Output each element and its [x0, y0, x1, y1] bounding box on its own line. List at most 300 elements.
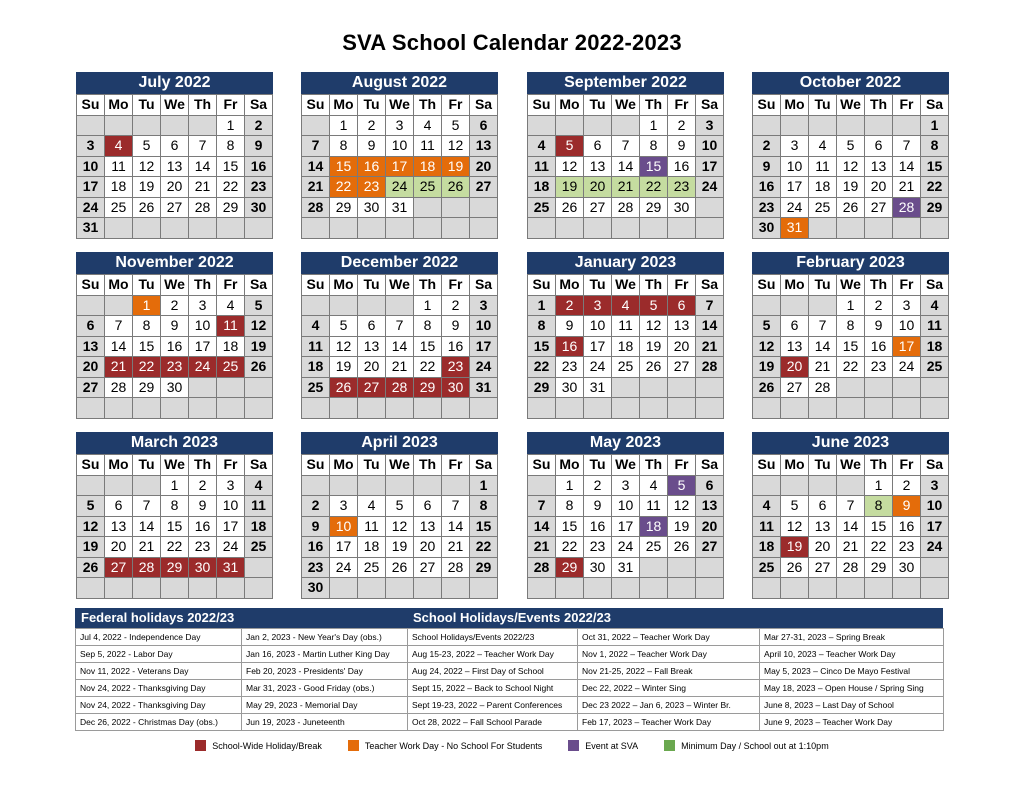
empty-day: [414, 578, 442, 599]
calendar-day: 18: [302, 357, 330, 378]
empty-day: [781, 398, 809, 419]
calendar-day: 6: [77, 316, 105, 337]
weekday-header: Mo: [330, 95, 358, 116]
calendar-day: 12: [442, 136, 470, 157]
calendar-day: 4: [217, 295, 245, 316]
empty-day: [330, 218, 358, 239]
calendar-day: 12: [668, 496, 696, 517]
calendar-day: 21: [302, 177, 330, 198]
empty-day: [528, 475, 556, 496]
calendar-day: 28: [302, 197, 330, 218]
calendar-day: 7: [612, 136, 640, 157]
month-calendar: [76, 72, 273, 239]
legend-swatch: [348, 740, 359, 751]
calendar-day: 10: [921, 496, 949, 517]
calendar-day: 1: [330, 115, 358, 136]
calendar-day: 22: [414, 357, 442, 378]
event-cell: Nov 11, 2022 - Veterans Day: [76, 663, 242, 680]
calendar-day: 28: [442, 557, 470, 578]
calendar-day: 3: [612, 475, 640, 496]
calendar-day: 29: [133, 377, 161, 398]
empty-day: [696, 218, 724, 239]
empty-day: [302, 115, 330, 136]
calendar-day: 15: [528, 336, 556, 357]
weekday-header: Mo: [781, 95, 809, 116]
calendar-day: 13: [414, 516, 442, 537]
calendar-day: 29: [640, 197, 668, 218]
empty-day: [753, 398, 781, 419]
empty-day: [161, 578, 189, 599]
calendar-day: 1: [865, 475, 893, 496]
calendar-day: 8: [161, 496, 189, 517]
weekday-header: Tu: [809, 275, 837, 296]
calendar-day: 7: [386, 316, 414, 337]
calendar-day: 1: [133, 295, 161, 316]
empty-day: [386, 295, 414, 316]
weekday-header: Tu: [584, 275, 612, 296]
calendar-day: 20: [668, 336, 696, 357]
weekday-header: Tu: [133, 275, 161, 296]
calendar-day: 26: [330, 377, 358, 398]
calendar-day: 7: [133, 496, 161, 517]
empty-day: [809, 295, 837, 316]
calendar-day: 28: [837, 557, 865, 578]
weekday-header: We: [161, 455, 189, 476]
events-row: [76, 680, 944, 697]
legend-item: [568, 740, 638, 751]
calendar-day: 6: [105, 496, 133, 517]
weekday-header: Tu: [584, 455, 612, 476]
calendar-day: 7: [302, 136, 330, 157]
calendar-day: 20: [414, 537, 442, 558]
empty-day: [668, 557, 696, 578]
weekday-header: Th: [865, 275, 893, 296]
weekday-header: Su: [528, 95, 556, 116]
calendar-day: 8: [640, 136, 668, 157]
calendar-day: 2: [865, 295, 893, 316]
empty-day: [753, 295, 781, 316]
calendar-day: 7: [837, 496, 865, 517]
calendar-day: 18: [753, 537, 781, 558]
empty-day: [386, 475, 414, 496]
empty-day: [161, 398, 189, 419]
calendar-day: 17: [696, 156, 724, 177]
calendar-day: 27: [809, 557, 837, 578]
calendar-day: 21: [386, 357, 414, 378]
empty-day: [584, 218, 612, 239]
calendar-day: 19: [668, 516, 696, 537]
calendar-day: 11: [753, 516, 781, 537]
calendar-day: 16: [584, 516, 612, 537]
calendar-day: 1: [528, 295, 556, 316]
calendar-day: 28: [612, 197, 640, 218]
calendar-day: 23: [893, 537, 921, 558]
calendar-day: 26: [556, 197, 584, 218]
weekday-header: Th: [189, 455, 217, 476]
calendar-day: 13: [668, 316, 696, 337]
calendar-day: 26: [133, 197, 161, 218]
calendar-day: 24: [470, 357, 498, 378]
calendar-day: 28: [696, 357, 724, 378]
calendar-day: 31: [470, 377, 498, 398]
empty-day: [584, 398, 612, 419]
calendar-day: 20: [358, 357, 386, 378]
calendar-day: 9: [753, 156, 781, 177]
empty-day: [302, 218, 330, 239]
calendar-day: 7: [893, 136, 921, 157]
events-table: [75, 628, 944, 731]
calendar-day: 16: [189, 516, 217, 537]
calendar-day: 3: [470, 295, 498, 316]
calendar-day: 24: [921, 537, 949, 558]
empty-day: [921, 557, 949, 578]
event-cell: Nov 24, 2022 - Thanksgiving Day: [76, 680, 242, 697]
weekday-header: We: [612, 95, 640, 116]
calendar-day: 19: [133, 177, 161, 198]
empty-day: [865, 377, 893, 398]
calendar-day: 4: [358, 496, 386, 517]
empty-day: [133, 398, 161, 419]
calendar-day: 7: [528, 496, 556, 517]
empty-day: [556, 218, 584, 239]
empty-day: [414, 197, 442, 218]
month-title: April 2023: [301, 432, 498, 454]
empty-day: [696, 377, 724, 398]
empty-day: [330, 398, 358, 419]
calendar-day: 29: [528, 377, 556, 398]
calendar-day: 24: [77, 197, 105, 218]
calendar-day: 24: [330, 557, 358, 578]
weekday-header: Tu: [809, 95, 837, 116]
calendar-day: 8: [837, 316, 865, 337]
calendar-day: 10: [470, 316, 498, 337]
calendar-day: 6: [414, 496, 442, 517]
calendar-day: 12: [386, 516, 414, 537]
empty-day: [837, 398, 865, 419]
event-cell: Nov 21-25, 2022 – Fall Break: [578, 663, 760, 680]
weekday-header: Sa: [921, 275, 949, 296]
empty-day: [245, 218, 273, 239]
calendar-day: 10: [77, 156, 105, 177]
calendar-day: 15: [414, 336, 442, 357]
calendar-day: 21: [809, 357, 837, 378]
calendar-day: 18: [640, 516, 668, 537]
calendar-day: 15: [330, 156, 358, 177]
calendar-day: 13: [77, 336, 105, 357]
month-title: July 2022: [76, 72, 273, 94]
legend-item: [348, 740, 542, 751]
weekday-header: Su: [302, 455, 330, 476]
empty-day: [105, 115, 133, 136]
calendar-day: 16: [161, 336, 189, 357]
calendar-day: 2: [442, 295, 470, 316]
empty-day: [753, 578, 781, 599]
weekday-header: We: [612, 275, 640, 296]
calendar-day: 15: [640, 156, 668, 177]
calendar-day: 26: [837, 197, 865, 218]
calendar-day: 22: [640, 177, 668, 198]
empty-day: [809, 475, 837, 496]
empty-day: [414, 475, 442, 496]
calendar-day: 9: [189, 496, 217, 517]
weekday-header: Mo: [330, 455, 358, 476]
empty-day: [837, 578, 865, 599]
calendar-day: 19: [781, 537, 809, 558]
calendar-day: 25: [245, 537, 273, 558]
calendar-day: 13: [809, 516, 837, 537]
empty-day: [245, 578, 273, 599]
calendar-day: 27: [77, 377, 105, 398]
calendar-day: 8: [133, 316, 161, 337]
weekday-header: Th: [640, 275, 668, 296]
weekday-header: Fr: [668, 455, 696, 476]
empty-day: [470, 197, 498, 218]
events-row: [76, 663, 944, 680]
weekday-header: Th: [189, 275, 217, 296]
calendar-day: 21: [837, 537, 865, 558]
calendar-day: 19: [753, 357, 781, 378]
calendar-day: 9: [245, 136, 273, 157]
event-cell: Dec 22, 2022 – Winter Sing: [578, 680, 760, 697]
empty-day: [612, 377, 640, 398]
calendar-day: 29: [556, 557, 584, 578]
empty-day: [189, 578, 217, 599]
calendar-day: 20: [809, 537, 837, 558]
empty-day: [696, 578, 724, 599]
school-events-title: School Holidays/Events 2022/23: [413, 610, 611, 625]
weekday-header: Sa: [921, 455, 949, 476]
weekday-header: Sa: [245, 455, 273, 476]
calendar-day: 21: [893, 177, 921, 198]
calendar-day: 9: [893, 496, 921, 517]
calendar-day: 13: [105, 516, 133, 537]
calendar-day: 10: [217, 496, 245, 517]
empty-day: [696, 557, 724, 578]
calendar-day: 14: [105, 336, 133, 357]
calendar-day: 22: [133, 357, 161, 378]
calendar-day: 23: [442, 357, 470, 378]
event-cell: May 18, 2023 – Open House / Spring Sing: [760, 680, 944, 697]
month-title: August 2022: [301, 72, 498, 94]
calendar-day: 24: [217, 537, 245, 558]
calendar-day: 2: [189, 475, 217, 496]
calendar-day: 24: [584, 357, 612, 378]
weekday-header: Sa: [470, 455, 498, 476]
calendar-day: 9: [584, 496, 612, 517]
calendar-day: 19: [330, 357, 358, 378]
empty-day: [217, 377, 245, 398]
empty-day: [865, 398, 893, 419]
empty-day: [330, 475, 358, 496]
calendar-day: 2: [245, 115, 273, 136]
calendar-day: 19: [640, 336, 668, 357]
calendar-day: 26: [640, 357, 668, 378]
calendar-day: 5: [556, 136, 584, 157]
month-title: February 2023: [752, 252, 949, 274]
calendar-day: 22: [217, 177, 245, 198]
empty-day: [245, 557, 273, 578]
empty-day: [781, 578, 809, 599]
calendar-day: 11: [640, 496, 668, 517]
calendar-day: 30: [584, 557, 612, 578]
weekday-header: Fr: [668, 275, 696, 296]
empty-day: [189, 398, 217, 419]
calendar-day: 31: [386, 197, 414, 218]
empty-day: [77, 398, 105, 419]
weekday-header: We: [837, 95, 865, 116]
empty-day: [528, 218, 556, 239]
month-calendar: [752, 432, 949, 599]
calendar-day: 18: [612, 336, 640, 357]
calendar-day: 4: [612, 295, 640, 316]
month-calendar: [527, 252, 724, 419]
calendar-day: 30: [442, 377, 470, 398]
month-calendar: [752, 252, 949, 419]
events-header: [75, 608, 943, 628]
calendar-day: 20: [781, 357, 809, 378]
calendar-day: 14: [386, 336, 414, 357]
calendar-day: 9: [442, 316, 470, 337]
calendar-day: 22: [921, 177, 949, 198]
event-cell: April 10, 2023 – Teacher Work Day: [760, 646, 944, 663]
calendar-day: 25: [528, 197, 556, 218]
calendar-day: 26: [245, 357, 273, 378]
weekday-header: Tu: [133, 455, 161, 476]
calendar-day: 20: [470, 156, 498, 177]
empty-day: [386, 578, 414, 599]
calendar-day: 9: [302, 516, 330, 537]
weekday-header: Mo: [105, 455, 133, 476]
calendar-day: 29: [921, 197, 949, 218]
calendar-day: 13: [865, 156, 893, 177]
month-calendar: [527, 72, 724, 239]
empty-day: [302, 398, 330, 419]
empty-day: [893, 218, 921, 239]
calendar-day: 30: [189, 557, 217, 578]
calendar-day: 19: [556, 177, 584, 198]
empty-day: [470, 398, 498, 419]
calendar-day: 23: [189, 537, 217, 558]
empty-day: [612, 398, 640, 419]
calendar-day: 11: [358, 516, 386, 537]
empty-day: [640, 557, 668, 578]
weekday-header: Mo: [781, 455, 809, 476]
calendar-day: 18: [528, 177, 556, 198]
calendar-day: 26: [781, 557, 809, 578]
calendar-day: 12: [556, 156, 584, 177]
calendar-day: 21: [105, 357, 133, 378]
weekday-header: Su: [528, 455, 556, 476]
calendar-day: 11: [528, 156, 556, 177]
empty-day: [668, 218, 696, 239]
calendar-day: 16: [358, 156, 386, 177]
calendar-day: 31: [77, 218, 105, 239]
empty-day: [556, 115, 584, 136]
calendar-day: 25: [640, 537, 668, 558]
month-title: December 2022: [301, 252, 498, 274]
empty-day: [189, 115, 217, 136]
calendar-day: 30: [358, 197, 386, 218]
calendar-day: 27: [781, 377, 809, 398]
calendar-day: 17: [77, 177, 105, 198]
calendar-day: 3: [217, 475, 245, 496]
month-title: June 2023: [752, 432, 949, 454]
empty-day: [133, 578, 161, 599]
events-row: [76, 697, 944, 714]
calendar-day: 22: [865, 537, 893, 558]
weekday-header: We: [386, 455, 414, 476]
calendar-day: 27: [696, 537, 724, 558]
empty-day: [556, 398, 584, 419]
calendar-day: 25: [414, 177, 442, 198]
calendar-day: 10: [584, 316, 612, 337]
empty-day: [781, 295, 809, 316]
event-cell: Dec 23 2022 – Jan 6, 2023 – Winter Br.: [578, 697, 760, 714]
calendar-day: 8: [921, 136, 949, 157]
weekday-header: Su: [302, 275, 330, 296]
calendar-day: 31: [612, 557, 640, 578]
calendar-day: 2: [753, 136, 781, 157]
calendar-day: 29: [330, 197, 358, 218]
calendar-day: 31: [217, 557, 245, 578]
empty-day: [105, 578, 133, 599]
calendar-day: 4: [640, 475, 668, 496]
weekday-header: Tu: [358, 455, 386, 476]
calendar-day: 13: [584, 156, 612, 177]
event-cell: Jan 2, 2023 - New Year's Day (obs.): [242, 629, 408, 646]
page-title: SVA School Calendar 2022-2023: [342, 30, 682, 55]
calendar-day: 12: [133, 156, 161, 177]
calendar-day: 17: [189, 336, 217, 357]
weekday-header: Fr: [217, 275, 245, 296]
calendar-day: 2: [302, 496, 330, 517]
calendar-day: 19: [386, 537, 414, 558]
empty-day: [668, 578, 696, 599]
calendar-day: 14: [612, 156, 640, 177]
empty-day: [781, 475, 809, 496]
empty-day: [612, 115, 640, 136]
weekday-header: Th: [640, 455, 668, 476]
calendar-day: 17: [893, 336, 921, 357]
empty-day: [528, 115, 556, 136]
event-cell: June 9, 2023 – Teacher Work Day: [760, 714, 944, 731]
weekday-header: Sa: [921, 95, 949, 116]
calendar-day: 19: [442, 156, 470, 177]
weekday-header: We: [837, 455, 865, 476]
calendar-day: 16: [753, 177, 781, 198]
weekday-header: Th: [414, 455, 442, 476]
empty-day: [133, 218, 161, 239]
weekday-header: Su: [302, 95, 330, 116]
calendar-day: 28: [189, 197, 217, 218]
calendar-day: 7: [696, 295, 724, 316]
empty-day: [893, 115, 921, 136]
event-cell: Sep 5, 2022 - Labor Day: [76, 646, 242, 663]
calendar-day: 3: [77, 136, 105, 157]
empty-day: [640, 398, 668, 419]
empty-day: [414, 398, 442, 419]
empty-day: [640, 218, 668, 239]
calendar-day: 5: [753, 316, 781, 337]
calendar-day: 15: [217, 156, 245, 177]
calendar-day: 27: [358, 377, 386, 398]
empty-day: [161, 218, 189, 239]
calendar-day: 23: [302, 557, 330, 578]
calendar-day: 14: [133, 516, 161, 537]
calendar-day: 5: [330, 316, 358, 337]
calendar-day: 11: [302, 336, 330, 357]
calendar-day: 29: [161, 557, 189, 578]
